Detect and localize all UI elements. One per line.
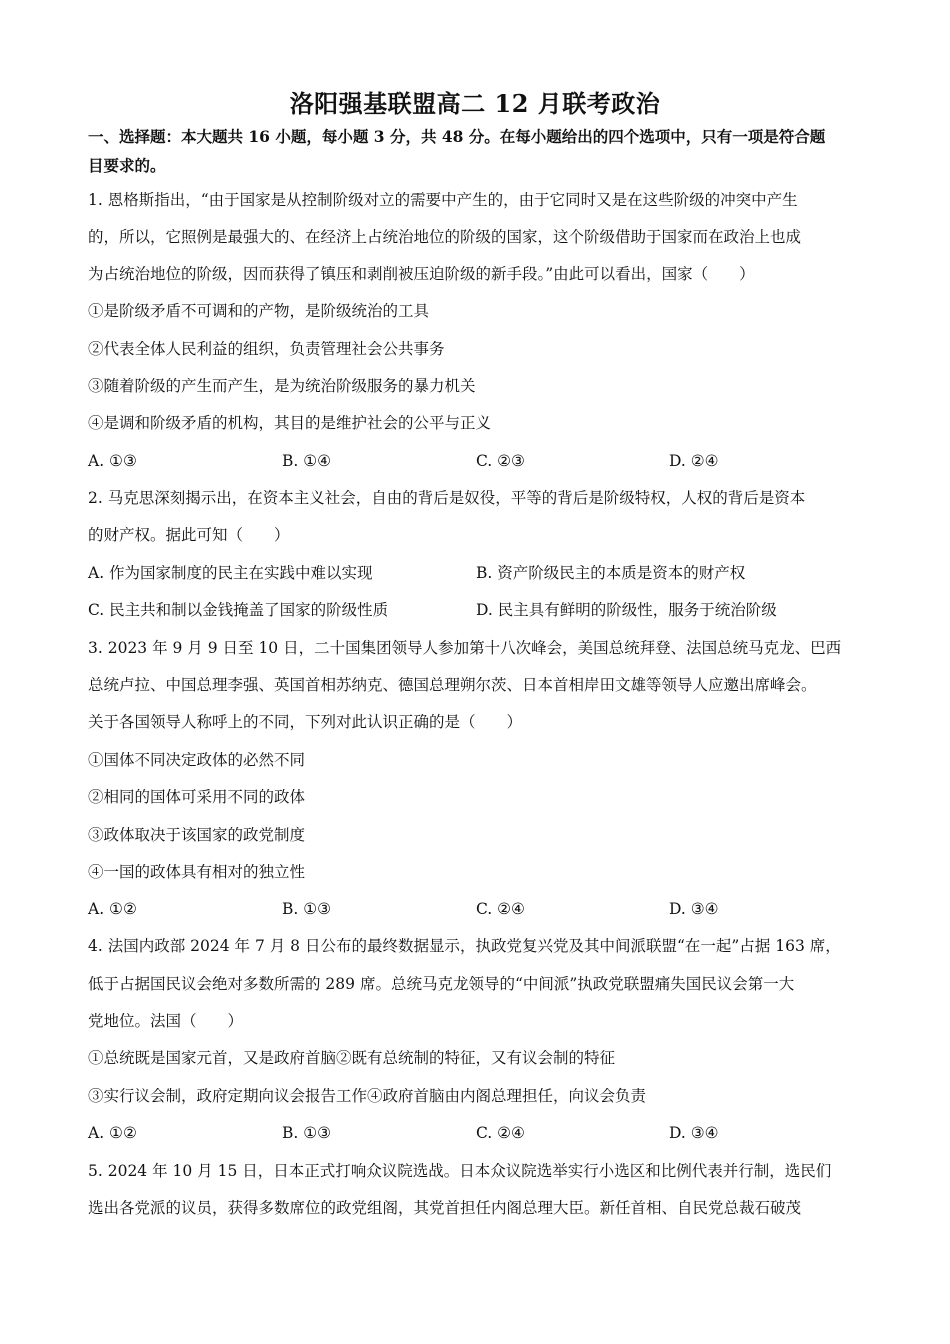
q4-option-c: C. ②④ [476, 1124, 525, 1142]
page-title: 洛阳强基联盟高二 12 月联考政治 [289, 89, 661, 118]
q1-stem-line-2: 的，所以，它照例是最强大的、在经济上占统治地位的阶级的国家，这个阶级借助于国家而在政治上也成 [88, 228, 802, 246]
q2-stem-line-1: 2. 马克思深刻揭示出，在资本主义社会，自由的背后是奴役，平等的背后是阶级特权，人权的背后是资本 [88, 489, 806, 507]
q1-stem-line-1: 1. 恩格斯指出，“由于国家是从控制阶级对立的需要中产生的，由于它同时又是在这些阶级的冲突中产生 [88, 191, 798, 209]
q2-option-d: D. 民主具有鲜明的阶级性，服务于统治阶级 [476, 601, 777, 619]
q1-option-d: D. ②④ [669, 452, 719, 470]
q4-stem-line-3: 党地位。法国（ ） [88, 1012, 244, 1030]
q2-option-c: C. 民主共和制以金钱掩盖了国家的阶级性质 [88, 601, 389, 619]
q3-stem-line-1: 3. 2023 年 9 月 9 日至 10 日，二十国集团领导人参加第十八次峰会，美国总统拜登、法国总统马克龙、巴西 [88, 639, 842, 657]
q2-option-b: B. 资产阶级民主的本质是资本的财产权 [476, 564, 746, 582]
q4-option-b: B. ①③ [282, 1124, 332, 1142]
q3-stem-line-3: 关于各国领导人称呼上的不同，下列对此认识正确的是（ ） [88, 713, 523, 731]
q1-item-1: ①是阶级矛盾不可调和的产物，是阶级统治的工具 [88, 302, 430, 320]
q3-item-3: ③政体取决于该国家的政党制度 [88, 826, 306, 844]
q2-option-a: A. 作为国家制度的民主在实践中难以实现 [88, 564, 373, 582]
q4-option-a: A. ①② [88, 1124, 137, 1142]
q5-stem-line-1: 5. 2024 年 10 月 15 日，日本正式打响众议院选战。日本众议院选举实行小选区和比例代表并行制，选民们 [88, 1162, 832, 1180]
q4-item-line-2: ③实行议会制，政府定期向议会报告工作④政府首脑由内阁总理担任，向议会负责 [88, 1087, 647, 1105]
q3-option-c: C. ②④ [476, 900, 525, 918]
q3-item-4: ④一国的政体具有相对的独立性 [88, 863, 306, 881]
section-heading-line-1: 一、选择题：本大题共 16 小题，每小题 3 分，共 48 分。在每小题给出的四个选项中，只有一项是符合题 [88, 127, 826, 146]
q1-option-a: A. ①③ [88, 452, 137, 470]
q1-item-4: ④是调和阶级矛盾的机构，其目的是维护社会的公平与正义 [88, 414, 492, 432]
q3-item-1: ①国体不同决定政体的必然不同 [88, 751, 306, 769]
q4-item-line-1: ①总统既是国家元首，又是政府首脑②既有总统制的特征，又有议会制的特征 [88, 1049, 616, 1067]
q2-stem-line-2: 的财产权。据此可知（ ） [88, 526, 290, 544]
q3-option-b: B. ①③ [282, 900, 332, 918]
q4-stem-line-1: 4. 法国内政部 2024 年 7 月 8 日公布的最终数据显示，执政党复兴党及其中间派联盟“在一起”占据 163 席， [88, 937, 841, 955]
q3-item-2: ②相同的国体可采用不同的政体 [88, 788, 306, 806]
q3-stem-line-2: 总统卢拉、中国总理李强、英国首相苏纳克、德国总理朔尔茨、日本首相岸田文雄等领导人应邀出席峰会。 [88, 676, 817, 694]
q1-option-c: C. ②③ [476, 452, 525, 470]
q1-option-b: B. ①④ [282, 452, 332, 470]
section-heading-line-2: 目要求的。 [88, 156, 166, 175]
q4-option-d: D. ③④ [669, 1124, 719, 1142]
q3-option-a: A. ①② [88, 900, 137, 918]
q3-option-d: D. ③④ [669, 900, 719, 918]
q1-item-2: ②代表全体人民利益的组织，负责管理社会公共事务 [88, 340, 445, 358]
q1-item-3: ③随着阶级的产生而产生，是为统治阶级服务的暴力机关 [88, 377, 476, 395]
q4-stem-line-2: 低于占据国民议会绝对多数所需的 289 席。总统马克龙领导的“中间派”执政党联盟痛失国民议会第一大 [88, 975, 795, 993]
q1-stem-line-3: 为占统治地位的阶级，因而获得了镇压和剥削被压迫阶级的新手段。”由此可以看出，国家（ ） [88, 265, 755, 283]
q5-stem-line-2: 选出各党派的议员，获得多数席位的政党组阁，其党首担任内阁总理大臣。新任首相、自民党总裁石破茂 [88, 1199, 802, 1217]
